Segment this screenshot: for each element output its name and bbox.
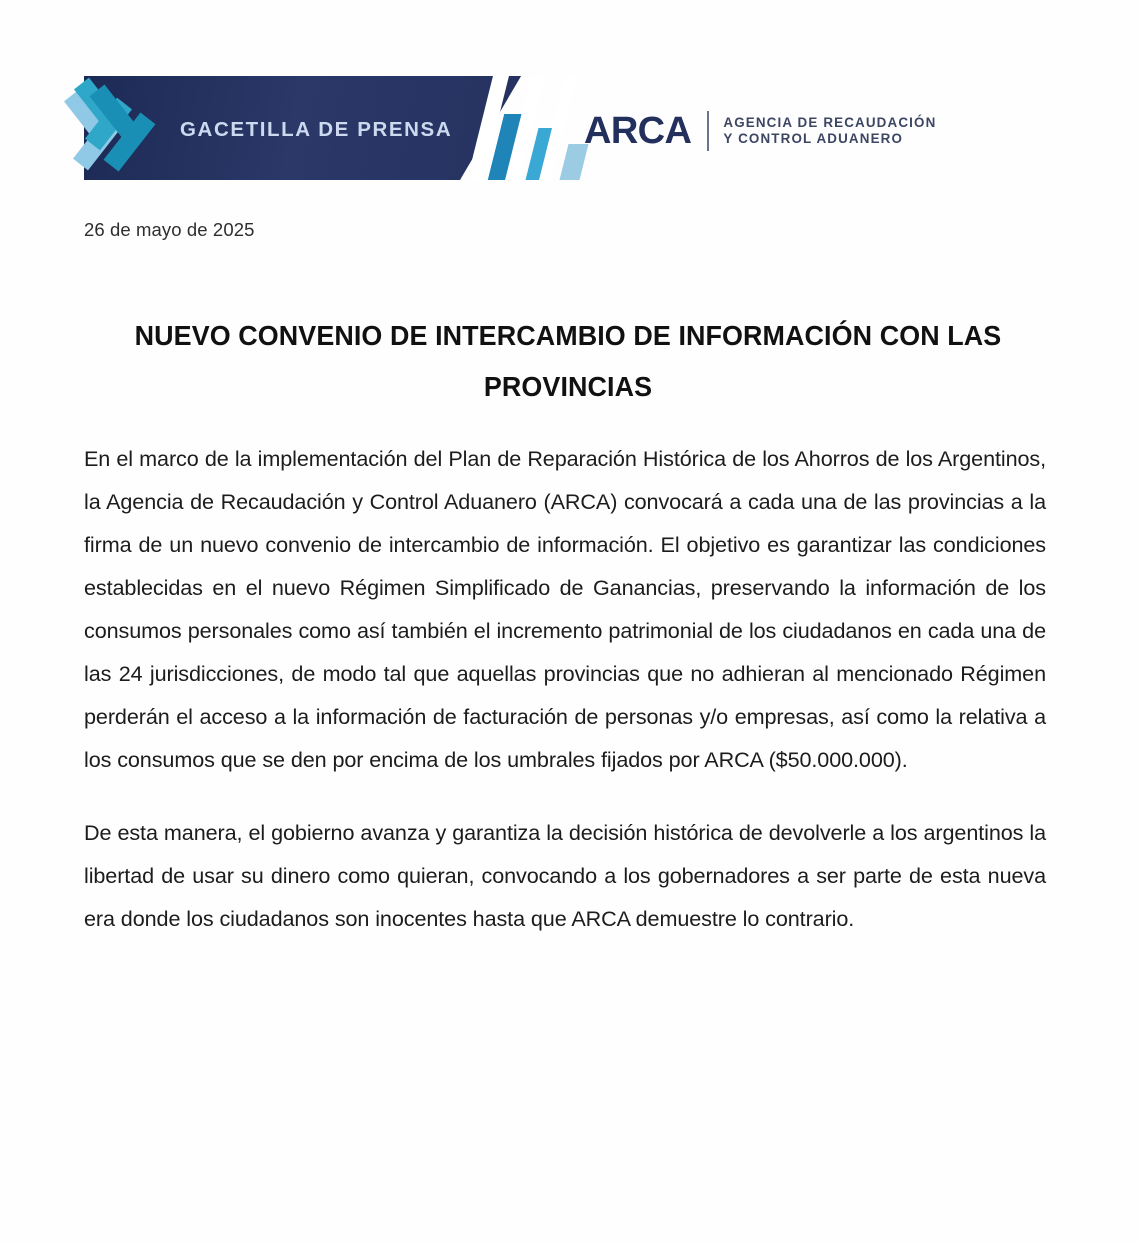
logo-divider [707,111,709,151]
press-release-banner [84,76,554,180]
body-paragraph: En el marco de la implementación del Plan de Reparación Histórica de los Ahorros de los Argentinos, la Agencia de Recaudación y Control Aduanero (ARCA) convocará a cada una de las provincias a la firma de un nuevo convenio de intercambio de información. El objetivo es garantizar las condiciones establecidas en el nuevo Régimen Simplificado de Ganancias, preservando la información de los consumos personales como así también el incremento patrimonial de los ciudadanos en cada una de las 24 jurisdicciones, de modo tal que aquellas provincias que no adhieran al mencionado Régimen perderán el acceso a la información de facturación de personas y/o empresas, así como la relativa a los consumos que se den por encima de los umbrales fijados por ARCA ($50.000.000). [84,446,1046,772]
page-title: NUEVO CONVENIO DE INTERCAMBIO DE INFORMACIÓN CON LAS PROVINCIAS [134,319,1002,402]
arca-tagline-line2: Y CONTROL ADUANERO [723,131,904,146]
arca-tagline-line1: AGENCIA DE RECAUDACIÓN [723,114,937,130]
document-header [0,0,1138,200]
body-content [84,437,1046,940]
banner-title: GACETILLA DE PRENSA [180,118,453,141]
publication-date: 26 de mayo de 2025 [84,219,255,240]
body-paragraph: De esta manera, el gobierno avanza y garantiza la decisión histórica de devolverle a los argentinos la libertad de usar su dinero como quieran, convocando a los gobernadores a ser parte de esta nueva era donde los ciudadanos son inocentes hasta que ARCA demuestre lo contrario. [84,820,1046,931]
arca-tagline [723,115,936,148]
arca-wordmark: ARCA [584,110,692,152]
arca-logo [584,104,936,158]
